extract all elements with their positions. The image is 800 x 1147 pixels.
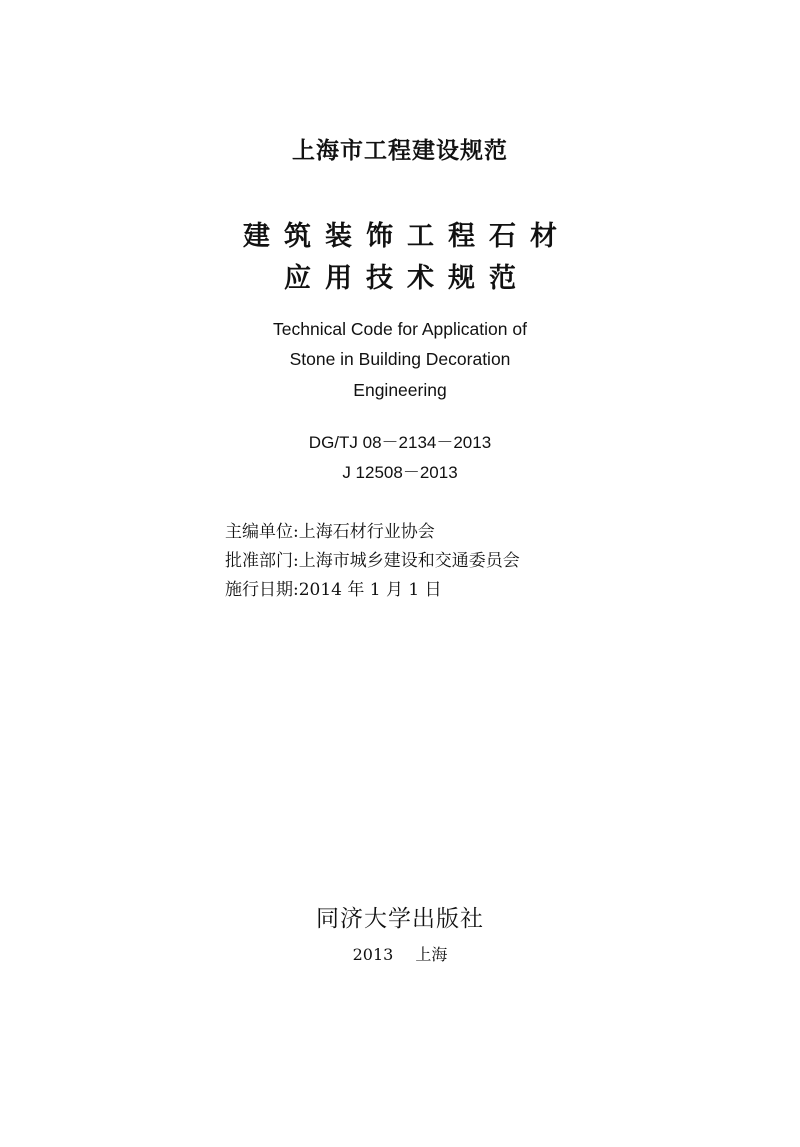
main-title-line2: 应用技术规范 bbox=[284, 263, 530, 294]
series-title: 上海市工程建设规范 bbox=[292, 138, 508, 164]
publisher-name: 同济大学出版社 bbox=[316, 906, 484, 932]
editor-unit: 主编单位:上海石材行业协会 bbox=[225, 522, 435, 542]
publication-year: 2013 bbox=[352, 945, 394, 964]
english-title-line3: Engineering bbox=[353, 380, 447, 400]
standard-number: DG/TJ 08－2134－2013 bbox=[308, 433, 492, 452]
english-title-line1: Technical Code for Application of bbox=[273, 319, 527, 339]
main-title-line1: 建筑装饰工程石材 bbox=[243, 221, 571, 252]
english-title-line2: Stone in Building Decoration bbox=[289, 349, 511, 369]
effective-date: 施行日期:2014 年 1 月 1 日 bbox=[225, 580, 442, 600]
record-number: J 12508－2013 bbox=[342, 463, 458, 482]
approval-department: 批准部门:上海市城乡建设和交通委员会 bbox=[225, 551, 520, 571]
info-block bbox=[225, 518, 520, 605]
publication-city: 上海 bbox=[415, 945, 448, 964]
publication-line bbox=[0, 942, 800, 965]
